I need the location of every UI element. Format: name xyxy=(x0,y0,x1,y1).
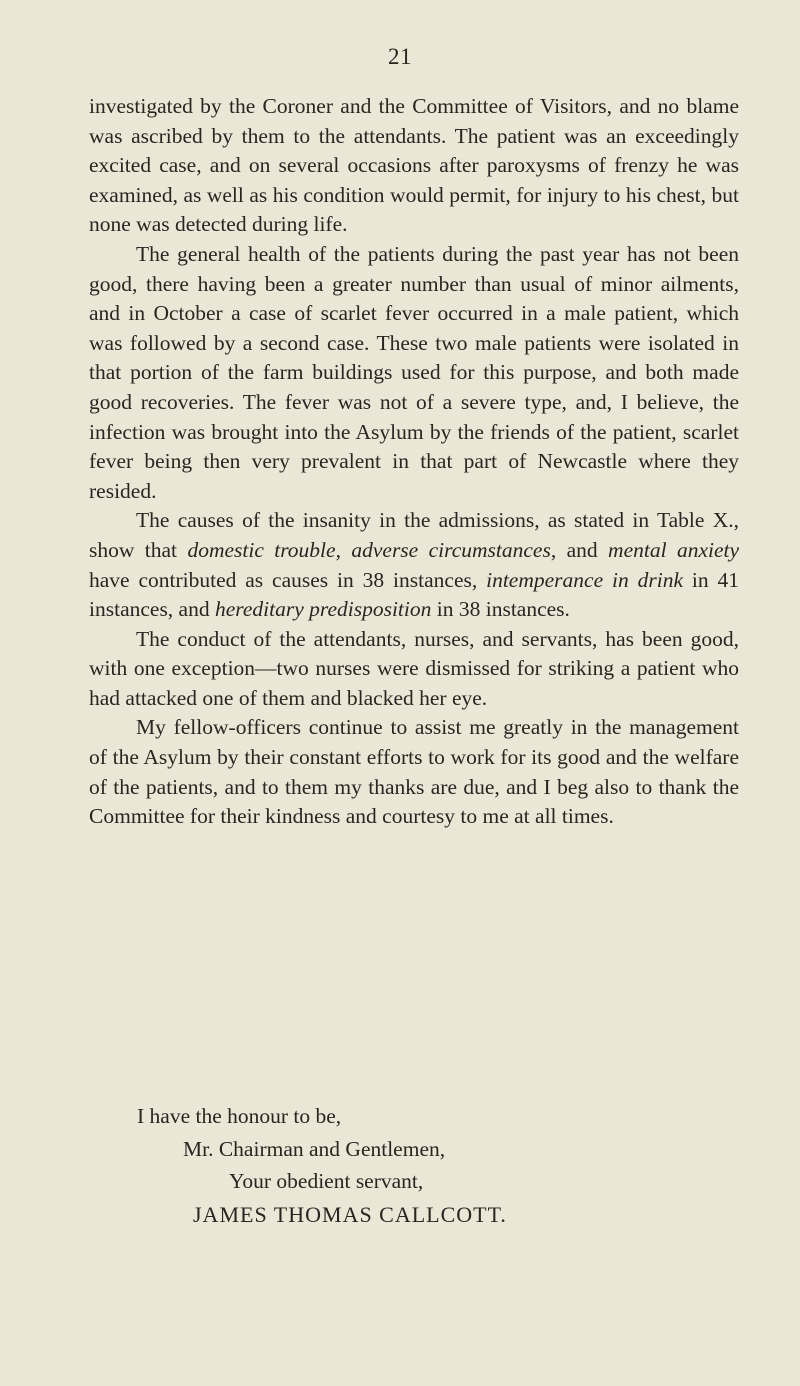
text-run: The causes of the insanity in the admissions, as stated in Table X., show that xyxy=(89,508,739,562)
signature: JAMES THOMAS CALLCOTT. xyxy=(193,1202,507,1227)
closing-salutation: I have the honour to be, xyxy=(137,1104,342,1128)
text-run: The conduct of the attendants, nurses, and servants, has been good, with one exception—two nurses were dismissed for striking a patient who had attacked one of them and blacked her eye. xyxy=(89,626,739,710)
italic-phrase: mental anxiety xyxy=(608,537,740,562)
text-run: in 38 instances. xyxy=(431,597,570,622)
text-run: , and xyxy=(550,537,609,562)
paragraph xyxy=(89,713,739,831)
paragraph xyxy=(89,625,739,714)
closing-valediction: Your obedient servant, xyxy=(229,1169,424,1193)
closing-address: Mr. Chairman and Gentlemen, xyxy=(183,1137,446,1161)
text-run: The general health of the patients during the past year has not been good, there having been a greater number than usual of minor ailments, and in October a case of scarlet fever occurred in a male patient, which was followed by a second case. These two male patients were isolated in that portion of the farm buildings used for this purpose, and both made good recoveries. The fever was not of a severe type, and, I believe, the infection was brought into the Asylum by the friends of the patient, scarlet fever being then very prevalent in that part of Newcastle where they resided. xyxy=(89,241,739,503)
italic-phrase: adverse circumstances xyxy=(351,537,551,562)
body-text xyxy=(89,92,739,832)
text-run: My fellow-officers continue to assist me greatly in the management of the Asylum by their constant efforts to work for its good and the welfare of the patients, and to them my thanks are due, and I beg also to thank the Committee for their kindness and courtesy to me at all times. xyxy=(89,715,739,829)
italic-phrase: domestic trouble xyxy=(187,537,336,562)
paragraph xyxy=(89,92,739,240)
italic-phrase: hereditary predisposition xyxy=(214,597,432,622)
text-run: in 41 instances, and xyxy=(89,567,739,622)
text-run: have contributed as causes in 38 instances, xyxy=(89,567,487,592)
paragraph xyxy=(89,506,739,624)
text-run: investigated by the Coroner and the Committee of Visitors, and no blame was ascribed by them to the attendants. The patient was an exceedingly excited case, and on several occasions after paroxysms of frenzy he was examined, as well as his condition would permit, for injury to his chest, but none was detected during life. xyxy=(89,94,739,237)
paragraph xyxy=(89,240,739,506)
page-number: 21 xyxy=(388,44,412,69)
italic-phrase: intemperance in drink xyxy=(486,567,683,592)
text-run: , xyxy=(335,537,352,562)
